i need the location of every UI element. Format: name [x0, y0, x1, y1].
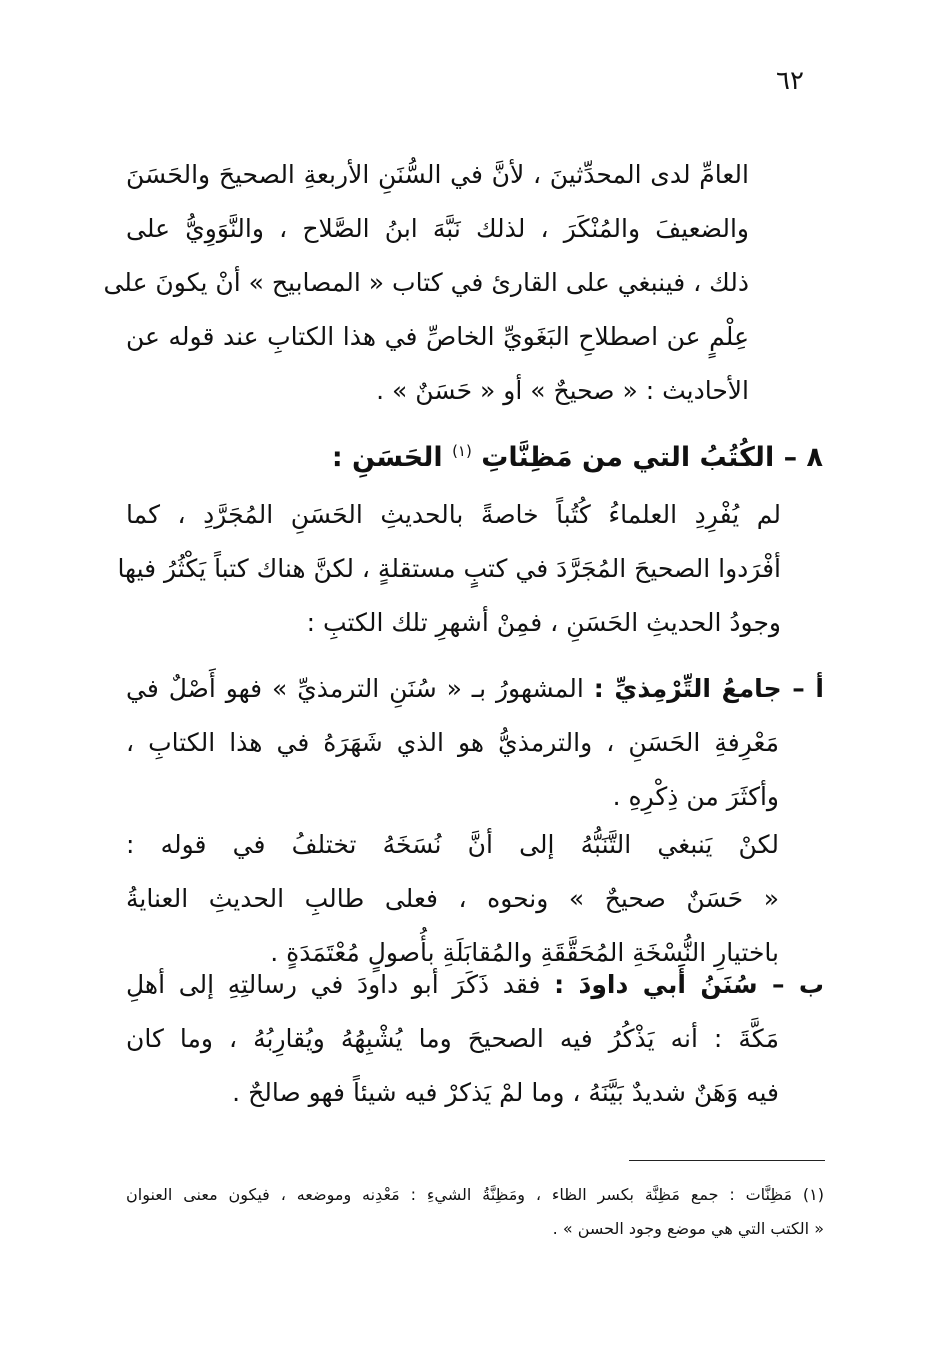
item-a-title: أ – جامعُ التِّرْمِذيِّ : [593, 674, 824, 703]
text-line: ذلك ، فينبغي على القارئ في كتاب « المصابيح » أنْ يكونَ على [103, 268, 749, 297]
text-line: وأكثَرَ من ذِكْرِهِ . [612, 782, 779, 811]
text-line: لم يُفْرِدِ العلماءُ كُتُباً خاصةً بالحديثِ الحَسَنِ المُجَرَّدِ ، كما [126, 500, 781, 529]
text-line: أفْرَدوا الصحيحَ المُجَرَّدَ في كتبٍ مستقلةٍ ، لكنَّ هناك كتباً يَكْثُرُ فيها [117, 554, 781, 583]
text-line: مَعْرِفةِ الحَسَنِ ، والترمذيُّ هو الذي شَهَرَهُ في هذا الكتابِ ، [126, 728, 779, 757]
text-line: والضعيفَ والمُنْكَرَ ، لذلك نَبَّهَ ابنُ الصَّلاح ، والنَّوَوِيُّ على [126, 214, 749, 243]
text-line [126, 662, 824, 716]
paragraph-intro-continuation [103, 148, 749, 418]
item-b-line: فقد ذَكَرَ أبو داودَ في رسالتِهِ إلى أهلِ [126, 970, 541, 999]
item-b-title: ب – سُنَنُ أَبي داودَ : [554, 970, 825, 999]
heading-text-end: الحَسَنِ : [331, 442, 443, 473]
footnote-line: (١) مَظِنَّات : جمع مَظِنَّة بكسر الظاء ، ومَظِنَّةُ الشيءِ : مَعْدِنه وموضعه ، فيكون معنى العنوان [126, 1185, 824, 1204]
text-line [126, 958, 824, 1012]
text-line: العامِّ لدى المحدِّثينَ ، لأنَّ في السُّنَنِ الأربعةِ الصحيحَ والحَسَنَ [126, 160, 749, 189]
paragraph-section-intro [117, 488, 781, 650]
heading-text: ٨ – الكُتُبُ التي من مَظِنَّاتِ [481, 442, 823, 473]
text-line: « حَسَنٌ صحيحٌ » ونحوه ، فعلى طالبِ الحديثِ العنايةُ [126, 884, 779, 913]
text-line: لكنْ يَنبغي التَّنَبُّهُ إلى أنَّ نُسَخَهُ تختلفُ في قوله : [126, 830, 779, 859]
footnote [126, 1178, 824, 1246]
item-a-line: المشهورُ بـ « سُنَنِ الترمذيِّ » فهو أَصْلٌ في [126, 674, 584, 703]
footnote-line: « الكتب التي هي موضع وجود الحسن » . [552, 1219, 824, 1238]
list-item-b [126, 958, 824, 1120]
text-line: عِلْمٍ عن اصطلاحِ البَغَويِّ الخاصِّ في هذا الكتابِ عند قوله عن [126, 322, 749, 351]
footnote-divider [629, 1160, 825, 1161]
list-item-a [126, 662, 824, 824]
section-heading [331, 424, 823, 485]
paragraph-note [126, 818, 779, 980]
page-number: ٦٢ [776, 66, 804, 96]
text-line: باختيارِ النُّسْخَةِ المُحَقَّقَةِ والمُقابَلَةِ بأُصولٍ مُعْتَمَدَةٍ . [270, 938, 779, 967]
text-line: وجودُ الحديثِ الحَسَنِ ، فمِنْ أشهرِ تلك الكتبِ : [306, 608, 781, 637]
text-line: مَكَّةَ : أنه يَذْكُرُ فيه الصحيحَ وما يُشْبِهُهُ ويُقارِبُهُ ، وما كان [126, 1024, 779, 1053]
footnote-reference: (١) [452, 442, 472, 460]
text-line: فيه وَهَنٌ شديدٌ بَيَّنَهُ ، وما لمْ يَذكرْ فيه شيئاً فهو صالحٌ . [232, 1078, 779, 1107]
text-line: الأحاديث : « صحيحٌ » أو « حَسَنٌ » . [376, 376, 749, 405]
